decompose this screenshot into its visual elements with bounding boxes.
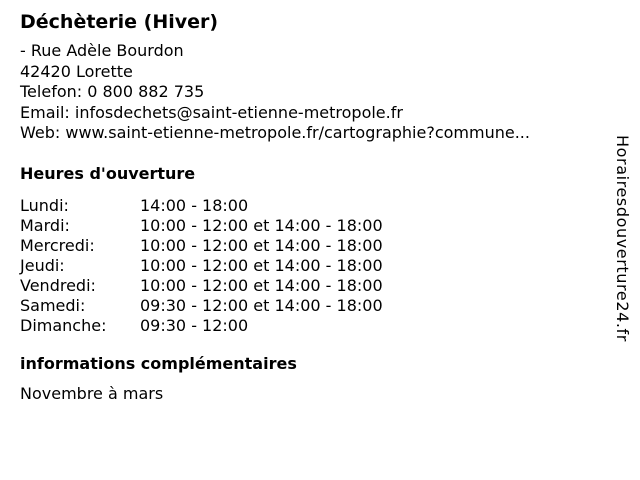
- day-label: Samedi:: [20, 296, 86, 315]
- day-times: 14:00 - 18:00: [140, 196, 249, 215]
- hours-row-friday: [20, 276, 383, 296]
- phone-number[interactable]: 0 800 882 735: [87, 82, 205, 101]
- day-times: 10:00 - 12:00 et 14:00 - 18:00: [140, 236, 383, 255]
- hours-row-wednesday: [20, 236, 383, 256]
- day-times: 10:00 - 12:00 et 14:00 - 18:00: [140, 276, 383, 295]
- day-label: Dimanche:: [20, 316, 107, 335]
- hours-row-sunday: [20, 316, 383, 336]
- phone-line: [20, 82, 600, 103]
- day-label: Jeudi:: [20, 256, 65, 275]
- web-line: [20, 123, 600, 144]
- day-times: 09:30 - 12:00: [140, 316, 249, 335]
- additional-info-text: Novembre à mars: [20, 384, 164, 403]
- email-line: [20, 103, 600, 124]
- day-times: 10:00 - 12:00 et 14:00 - 18:00: [140, 216, 383, 235]
- hours-row-thursday: [20, 256, 383, 276]
- additional-info-heading: informations complémentaires: [20, 354, 297, 373]
- day-label: Mardi:: [20, 216, 70, 235]
- hours-row-tuesday: [20, 216, 383, 236]
- hours-row-monday: [20, 196, 383, 216]
- city-address: 42420 Lorette: [20, 61, 133, 81]
- phone-label: Telefon:: [20, 82, 83, 101]
- facility-title: Déchèterie (Hiver): [20, 11, 219, 33]
- facility-card: [20, 10, 600, 403]
- email-label: Email:: [20, 102, 70, 122]
- opening-hours-heading: Heures d'ouverture: [20, 164, 196, 183]
- day-label: Vendredi:: [20, 276, 96, 295]
- email-link[interactable]: infosdechets@saint-etienne-metropole.fr: [74, 102, 403, 122]
- site-watermark: Horairesdouverture24.fr: [613, 135, 632, 342]
- web-link[interactable]: www.saint-etienne-metropole.fr/cartographie?commune: [65, 123, 515, 142]
- address-block: [20, 41, 600, 144]
- day-times: 09:30 - 12:00 et 14:00 - 18:00: [140, 296, 383, 315]
- hours-row-saturday: [20, 296, 383, 316]
- web-link-ellipsis: ...: [514, 123, 530, 142]
- web-label: Web:: [20, 123, 61, 142]
- street-address: - Rue Adèle Bourdon: [20, 41, 184, 60]
- day-label: Mercredi:: [20, 236, 95, 255]
- day-label: Lundi:: [20, 196, 69, 215]
- opening-hours-table: [20, 196, 383, 336]
- day-times: 10:00 - 12:00 et 14:00 - 18:00: [140, 256, 383, 275]
